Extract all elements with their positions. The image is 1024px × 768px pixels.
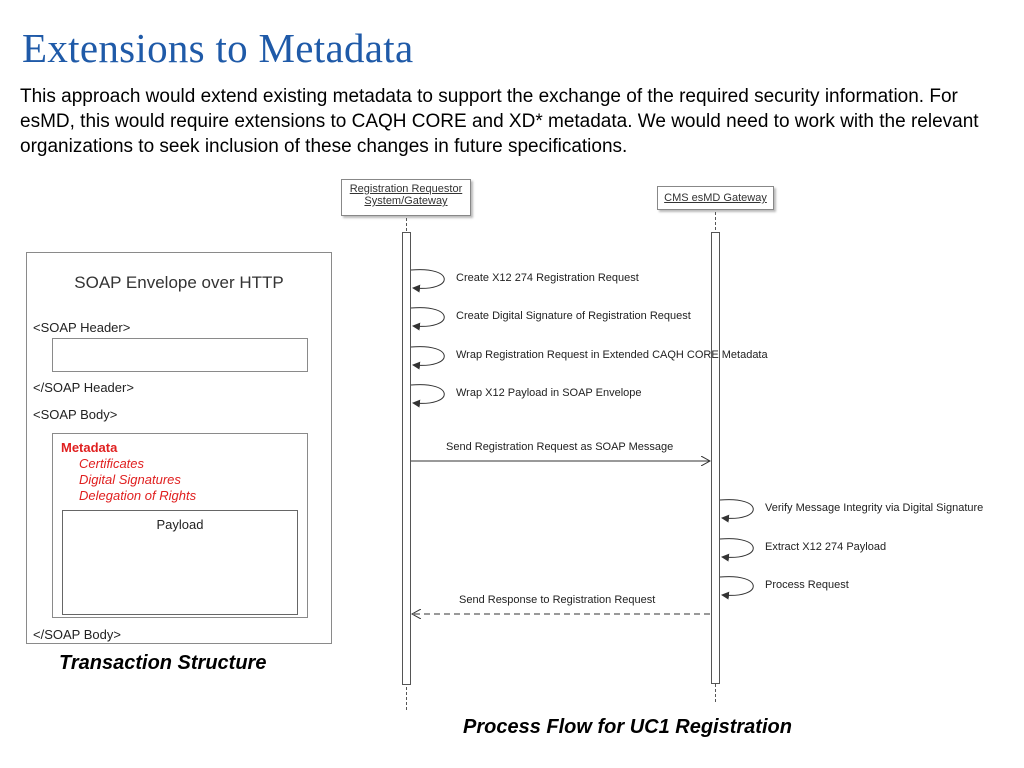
self-arrow-wrap-caqh bbox=[411, 347, 444, 366]
metadata-item-delegation-of-rights: Delegation of Rights bbox=[79, 488, 197, 503]
metadata-item-certificates: Certificates bbox=[79, 456, 145, 471]
soap-header-close-tag: </SOAP Header> bbox=[33, 380, 134, 395]
page-title: Extensions to Metadata bbox=[22, 25, 414, 71]
actor-right-label: CMS esMD Gateway bbox=[664, 192, 767, 204]
payload-label: Payload bbox=[156, 517, 204, 532]
msg-create-signature: Create Digital Signature of Registration Request bbox=[456, 310, 691, 322]
soap-envelope-title: SOAP Envelope over HTTP bbox=[74, 273, 284, 292]
msg-verify-integrity: Verify Message Integrity via Digital Signature bbox=[765, 502, 984, 514]
msg-wrap-soap: Wrap X12 Payload in SOAP Envelope bbox=[456, 387, 642, 399]
msg-create-x12: Create X12 274 Registration Request bbox=[456, 272, 639, 284]
process-flow-caption: Process Flow for UC1 Registration bbox=[463, 716, 792, 738]
soap-body-open-tag: <SOAP Body> bbox=[33, 407, 118, 422]
actor-left-line-1: Registration Requestor bbox=[349, 183, 463, 195]
metadata-label: Metadata bbox=[61, 440, 118, 455]
self-arrow-wrap-soap bbox=[411, 385, 444, 404]
soap-body-close-tag: </SOAP Body> bbox=[33, 627, 121, 642]
self-arrow-create-signature bbox=[411, 308, 444, 327]
self-arrow-create-x12 bbox=[411, 270, 444, 289]
intro-paragraph: This approach would extend existing metadata to support the exchange of the required security information. For esMD, this would require extensions to CAQH CORE and XD* metadata. We would need to work with the relevant organizations to seek inclusion of these changes in future specifications. bbox=[20, 86, 979, 157]
transaction-structure-caption: Transaction Structure bbox=[59, 652, 267, 674]
msg-wrap-caqh: Wrap Registration Request in Extended CAQH CORE Metadata bbox=[456, 349, 768, 361]
self-arrow-verify bbox=[720, 500, 753, 519]
actor-left-line-2: System/Gateway bbox=[364, 195, 448, 207]
msg-send-request: Send Registration Request as SOAP Message bbox=[446, 441, 674, 453]
msg-extract-payload: Extract X12 274 Payload bbox=[765, 541, 887, 553]
self-arrow-process bbox=[720, 577, 753, 596]
msg-send-response: Send Response to Registration Request bbox=[459, 594, 656, 606]
soap-header-open-tag: <SOAP Header> bbox=[33, 320, 131, 335]
self-arrow-extract bbox=[720, 539, 753, 558]
msg-process-request: Process Request bbox=[765, 579, 849, 591]
metadata-item-digital-signatures: Digital Signatures bbox=[79, 472, 181, 487]
